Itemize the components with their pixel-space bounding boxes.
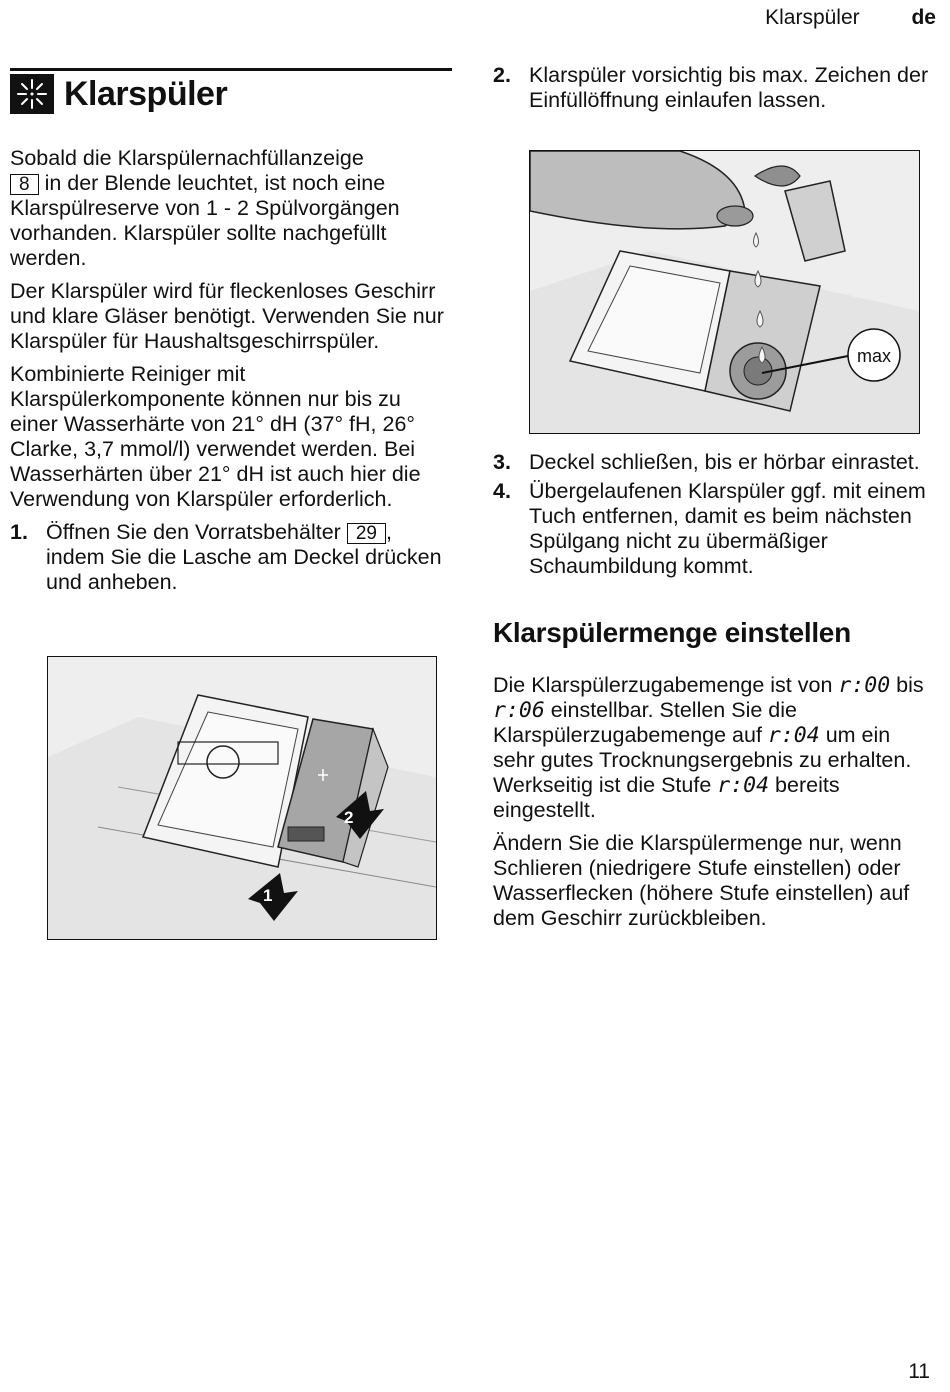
left-column (10, 146, 452, 595)
right-column-top (493, 63, 938, 113)
page-number: 11 (908, 1360, 930, 1383)
running-header (765, 6, 936, 30)
step-2: 2. Klarspüler vorsichtig bis max. Zeichen der Einfüllöffnung einlaufen lassen. (493, 63, 929, 112)
step-1: 1. Öffnen Sie den Vorratsbehälter 29 , indem Sie die Lasche am Deckel drücken und anheben. (10, 520, 442, 594)
step-3: 3. Deckel schließen, bis er hörbar einrastet. (493, 450, 920, 474)
pouring-illustration (530, 151, 919, 433)
section-title (10, 74, 227, 114)
right-column-bottom (493, 450, 938, 931)
setting-value-recommended: r:04 (767, 723, 820, 748)
dispenser-illustration (48, 657, 436, 939)
paragraph-combined-cleaners: Kombinierte Reiniger mit Klarspülerkomponente können nur bis zu einer Wasserhärte von 21° dH (37° fH, 26° Clarke, 3,7 mmol/l) verwendet werden. Bei Wasserhärten über 21° dH ist auch hier die Verwendung von Klarspüler erforderlich. (10, 362, 421, 511)
setting-value-max: r:06 (493, 698, 545, 723)
header-section: Klarspüler (765, 6, 860, 29)
indicator-reference-box: 8 (10, 174, 39, 195)
setting-value-min: r:00 (838, 673, 891, 698)
container-reference-box: 29 (347, 523, 386, 544)
sparkle-icon (10, 74, 54, 114)
header-language: de (911, 6, 936, 29)
arrow-label-2: 2 (344, 808, 354, 827)
arrow-label-1: 1 (263, 886, 273, 905)
step-4: 4. Übergelaufenen Klarspüler ggf. mit einem Tuch entfernen, damit es beim nächsten Spülgang nicht zu übermäßiger Schaumbildung kommt. (493, 479, 926, 578)
title-rule (10, 68, 452, 71)
subsection-heading: Klarspülermenge einstellen (493, 617, 851, 648)
setting-value-factory: r:04 (717, 773, 770, 798)
figure-pour-rinse-aid (529, 150, 920, 434)
paragraph-refill-indicator: Sobald die Klarspülernachfüllanzeige 8 in der Blende leuchtet, ist noch eine Klarspülreserve von 1 - 2 Spülvorgängen vorhanden. Klarspüler sollte nachgefüllt werden. (10, 146, 400, 270)
title-text: Klarspüler (64, 74, 228, 113)
figure-open-dispenser (47, 656, 437, 940)
max-label: max (856, 346, 892, 366)
paragraph-purpose: Der Klarspüler wird für fleckenloses Geschirr und klare Gläser benötigt. Verwenden Sie nur Klarspüler für Haushaltsgeschirrspüler. (10, 279, 444, 353)
paragraph-adjust-advice: Ändern Sie die Klarspülermenge nur, wenn Schlieren (niedrigere Stufe einstellen) oder Wasserflecken (höhere Stufe einstellen) auf dem Geschirr zurückbleiben. (493, 831, 910, 930)
paragraph-dosage-range: Die Klarspülerzugabemenge ist von r:00 bis r:06 einstellbar. Stellen Sie die Klarspülerzugabemenge auf r:04 um ein sehr gutes Trocknungsergebnis zu erhalten. Werkseitig ist die Stufe r:04 bereits eingestellt. (493, 673, 924, 822)
